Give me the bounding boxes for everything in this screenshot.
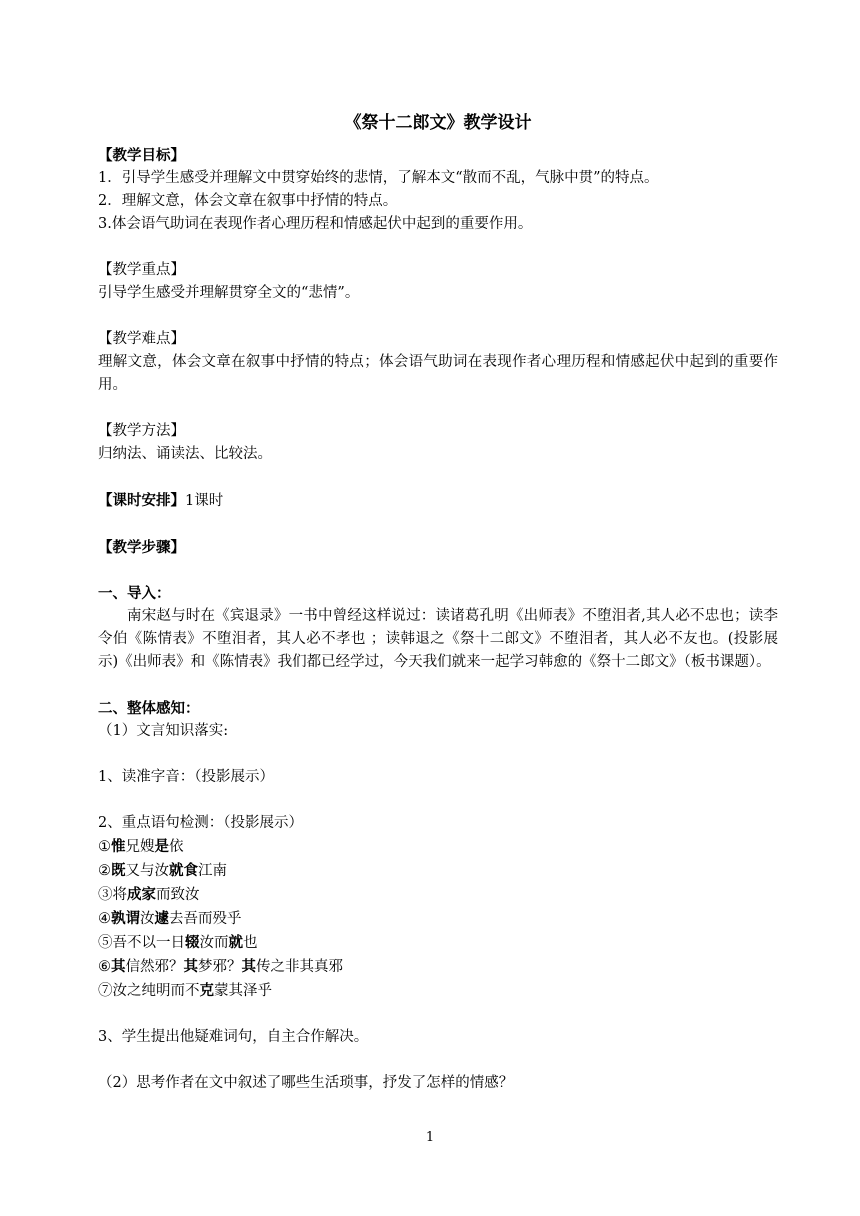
sentence-text: ⑤吾不以一日 [98,935,185,951]
sentence-item [98,835,778,859]
sentence-item [98,979,778,1003]
objective-item: 3.体会语气助词在表现作者心理历程和情感起伏中起到的重要作用。 [98,216,533,232]
spacer [98,789,778,812]
sentence-text: 江南 [198,863,227,879]
key-word: 其 [241,958,256,975]
key-word: 既 [111,862,126,879]
sentence-item [98,907,778,931]
difficult-points-text: 理解文意，体会文章在叙事中抒情的特点；体会语气助词在表现作者心理历程和情感起伏中起到的重要作用。 [98,354,778,393]
sentence-text: 梦邪？ [198,959,242,975]
sentence-text: 兄嫂 [125,839,155,855]
overview-item1: 1、读准字音：（投影展示） [98,769,274,785]
schedule-heading: 【课时安排】 [98,492,185,509]
overview-sub2: （2）思考作者在文中叙述了哪些生活琐事，抒发了怎样的情感？ [98,1075,514,1091]
overview-item2: 2、重点语句检测：（投影展示） [98,815,303,831]
sentence-item [98,859,778,883]
methods-heading: 【教学方法】 [98,423,185,439]
objective-item: 1．引导学生感受并理解文中贯穿始终的悲情，了解本文“散而不乱，气脉中贯”的特点。 [98,170,659,186]
sentence-item [98,955,778,979]
sentence-item [98,883,778,907]
key-points-text: 引导学生感受并理解贯穿全文的“悲情”。 [98,285,360,301]
spacer [98,743,778,766]
objectives-heading: 【教学目标】 [98,147,185,164]
spacer [98,397,778,420]
steps-heading: 【教学步骤】 [98,539,185,556]
spacer [98,674,778,697]
sentence-text: 又与汝 [125,863,169,879]
spacer [98,1003,778,1026]
key-word: 成家 [127,886,156,903]
sentence-text: ④ [98,911,111,927]
sentence-text: 也 [243,935,258,951]
sentence-text: 蒙其泽乎 [214,983,272,999]
key-word: 就食 [169,862,198,879]
sentence-text: ② [98,863,111,879]
sentence-text: 传之非其真邪 [256,959,343,975]
intro-heading: 一、导入： [98,585,171,602]
sentence-text: 而致汝 [156,887,200,903]
key-word: 就 [228,934,243,951]
sentence-list [98,835,778,1003]
spacer [98,559,778,582]
sentence-text: ① [98,839,111,855]
key-word: 辍 [185,934,200,951]
document-body [98,110,778,1095]
page-number: 1 [425,1130,435,1145]
key-word: 其 [183,958,198,975]
sentence-item [98,931,778,955]
methods-text: 归纳法、诵读法、比较法。 [98,446,272,462]
overview-item3: 3、学生提出他疑难词句，自主合作解决。 [98,1029,369,1045]
spacer [98,305,778,328]
spacer [98,1049,778,1072]
key-word: 克 [199,982,214,999]
spacer [98,236,778,259]
schedule-line [98,489,778,513]
key-word: 其 [111,958,126,975]
spacer [98,466,778,489]
document-title: 《祭十二郎文》教学设计 [344,113,532,133]
sentence-text: 汝 [140,911,155,927]
sentence-text: 汝而 [199,935,229,951]
key-word: 是 [154,838,169,855]
intro-text: 南宋赵与时在《宾退录》一书中曾经这样说过：读诸葛孔明《出师表》不堕泪者,其人必不忠也；读李令伯《陈情表》不堕泪者，其人必不孝也 ；读韩退之《祭十二郎文》不堕泪者，其人必不友也。(投影展示)《出师表》和《陈情表》我们都已经学过，今天我们就来一起学习韩愈的《祭十二郎文》（板书课题）。 [98,608,778,670]
key-word: 孰谓 [111,910,140,927]
key-word: 遽 [154,910,169,927]
difficult-points-heading: 【教学难点】 [98,331,185,347]
spacer [98,513,778,536]
sentence-text: ⑦汝之纯明而不 [98,983,200,999]
key-points-heading: 【教学重点】 [98,262,185,278]
key-word: 惟 [111,838,126,855]
sentence-text: ③将 [98,887,127,903]
schedule-text: 1课时 [185,493,224,509]
overview-heading: 二、整体感知： [98,700,200,717]
objective-item: 2．理解文意，体会文章在叙事中抒情的特点。 [98,193,398,209]
sentence-text: ⑥ [98,959,111,975]
sentence-text: 依 [169,839,184,855]
sentence-text: 去吾而殁乎 [169,911,242,927]
overview-sub1: （1）文言知识落实: [98,723,229,739]
sentence-text: 信然邪？ [125,959,184,975]
